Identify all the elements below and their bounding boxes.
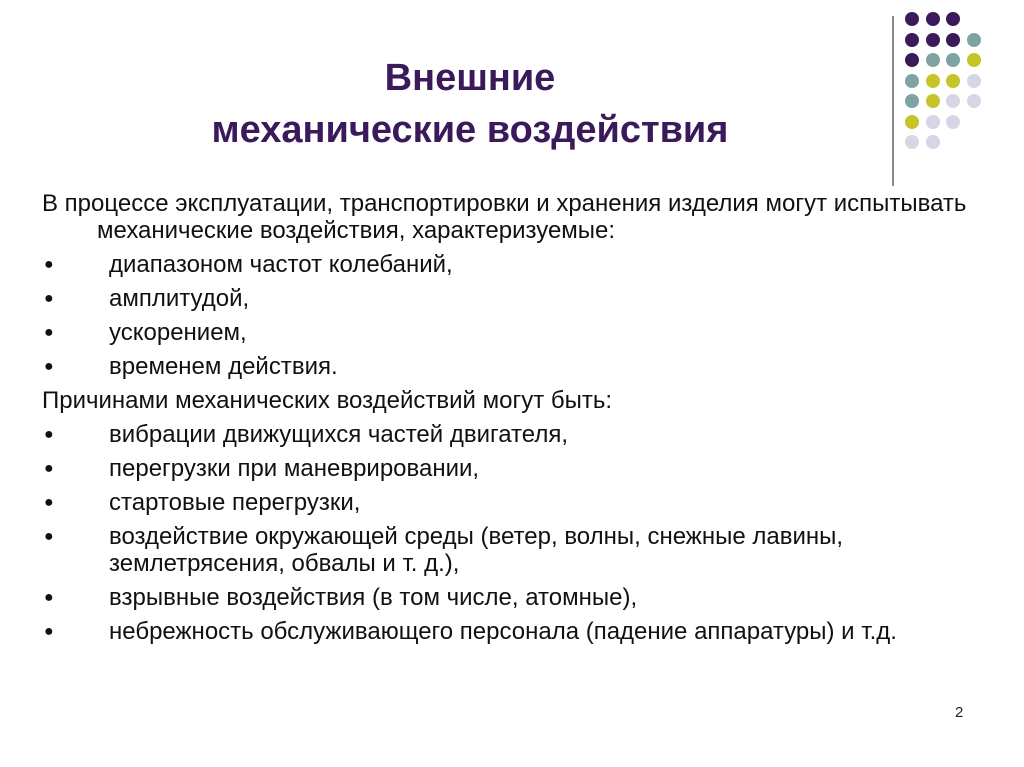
decorative-dot [946, 115, 960, 129]
decorative-dot [905, 12, 919, 26]
characteristic-item [42, 285, 992, 312]
cause-text: небрежность обслуживающего персонала (падение аппаратуры) и т.д. [109, 618, 897, 645]
decorative-dot [905, 74, 919, 88]
bullet-icon: ● [44, 358, 54, 375]
cause-text: стартовые перегрузки, [109, 489, 361, 516]
decorative-dot [926, 53, 940, 67]
decorative-dot [905, 115, 919, 129]
bullet-icon: ● [44, 290, 54, 307]
characteristic-item [42, 353, 992, 380]
decorative-dot [946, 74, 960, 88]
bullet-icon: ● [44, 494, 54, 511]
characteristic-text: временем действия. [109, 353, 338, 380]
decorative-dot [926, 115, 940, 129]
cause-text: воздействие окружающей среды (ветер, волны, снежные лавины, землетрясения, обвалы и т. д.), [109, 523, 844, 577]
slide-body [42, 190, 992, 652]
decorative-dot [905, 135, 919, 149]
characteristic-text: ускорением, [109, 319, 247, 346]
cause-item [42, 489, 992, 516]
characteristic-text: диапазоном частот колебаний, [109, 251, 453, 278]
cause-text: взрывные воздействия (в том числе, атомные), [109, 584, 638, 611]
bullet-icon: ● [44, 256, 54, 273]
vertical-divider [892, 16, 894, 186]
bullet-icon: ● [44, 460, 54, 477]
decorative-dot [967, 74, 981, 88]
bullet-icon: ● [44, 426, 54, 443]
decorative-dot [905, 94, 919, 108]
characteristic-item [42, 319, 992, 346]
cause-item [42, 584, 992, 611]
title-line-1: Внешние [384, 57, 556, 99]
decorative-dot [905, 33, 919, 47]
cause-item [42, 455, 992, 482]
title-line-2: механические воздействия [211, 109, 729, 151]
decorative-dot [926, 94, 940, 108]
decorative-dot [926, 12, 940, 26]
decorative-dot-grid [905, 12, 1005, 172]
bullet-icon: ● [44, 623, 54, 640]
characteristic-text: амплитудой, [109, 285, 250, 312]
cause-item [42, 618, 992, 645]
characteristic-item [42, 251, 992, 278]
decorative-dot [926, 33, 940, 47]
bullet-icon: ● [44, 324, 54, 341]
bullet-icon: ● [44, 589, 54, 606]
intro-paragraph: В процессе эксплуатации, транспортировки и хранения изделия могут испытывать механические воздействия, характеризуемые: [42, 190, 967, 244]
causes-heading: Причинами механических воздействий могут быть: [42, 387, 613, 414]
decorative-dot [967, 94, 981, 108]
cause-item [42, 523, 992, 577]
slide-title [120, 52, 820, 156]
page-number: 2 [955, 704, 964, 721]
cause-item [42, 421, 992, 448]
cause-text: перегрузки при маневрировании, [109, 455, 480, 482]
decorative-dot [905, 53, 919, 67]
decorative-dot [926, 135, 940, 149]
decorative-dot [946, 12, 960, 26]
decorative-dot [946, 94, 960, 108]
decorative-dot [926, 74, 940, 88]
cause-text: вибрации движущихся частей двигателя, [109, 421, 568, 448]
bullet-icon: ● [44, 528, 54, 545]
decorative-dot [946, 53, 960, 67]
decorative-dot [967, 53, 981, 67]
decorative-dot [967, 33, 981, 47]
decorative-dot [946, 33, 960, 47]
